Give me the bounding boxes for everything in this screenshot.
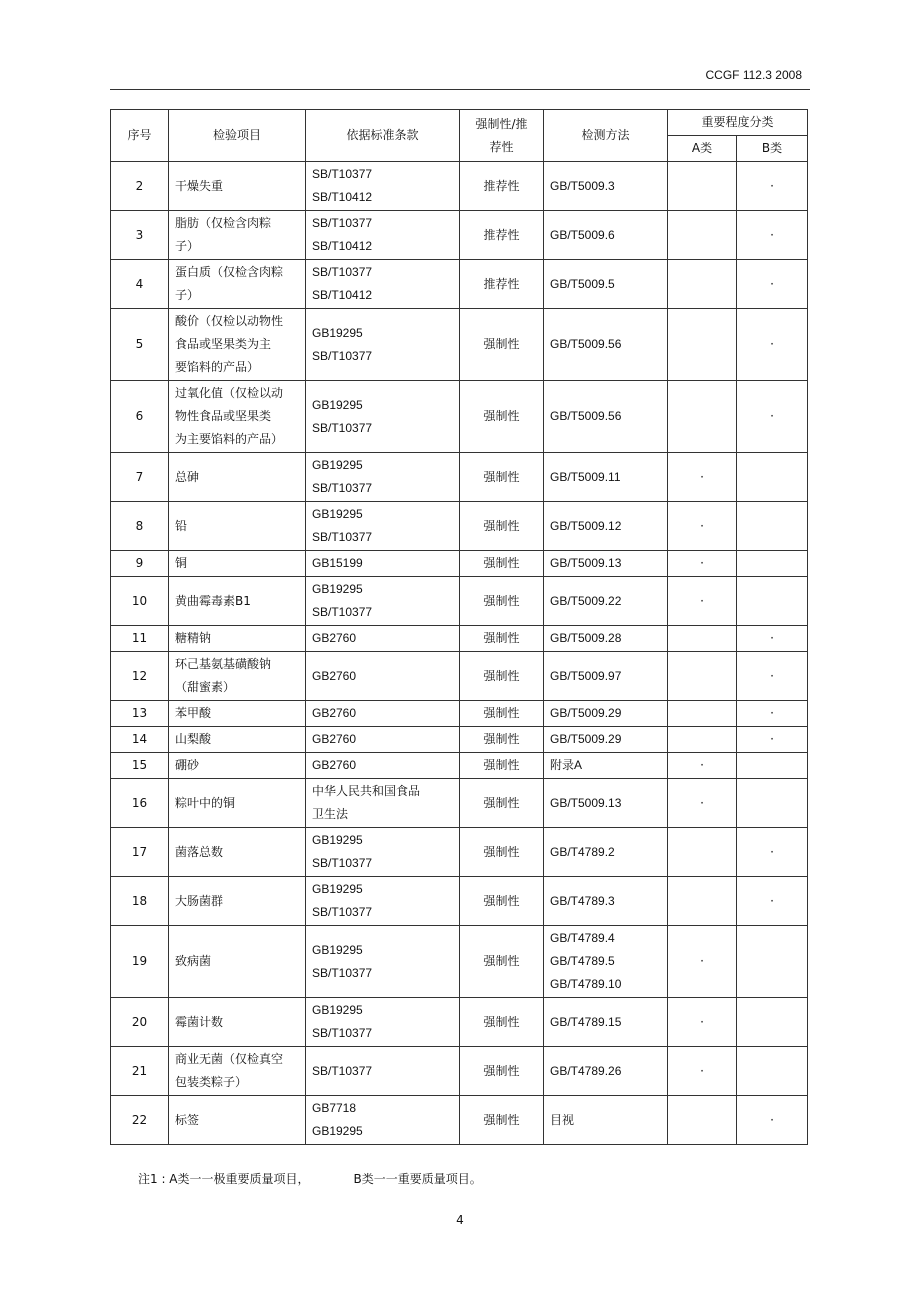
inspection-item-line: 致病菌 bbox=[175, 954, 212, 968]
test-method bbox=[544, 551, 668, 577]
row-number: 7 bbox=[111, 453, 169, 502]
header-class-a: A类 bbox=[668, 136, 737, 162]
test-method bbox=[544, 162, 668, 211]
test-method bbox=[544, 502, 668, 551]
inspection-item-line: 霉菌计数 bbox=[175, 1014, 224, 1029]
inspection-item bbox=[169, 551, 306, 577]
standard-clause-line: GB7718 bbox=[312, 1101, 357, 1115]
row-number: 5 bbox=[111, 309, 169, 381]
class-b-mark bbox=[737, 577, 808, 626]
page-number: 4 bbox=[456, 1213, 464, 1227]
inspection-item bbox=[169, 162, 306, 211]
class-b-mark: · bbox=[737, 260, 808, 309]
mandatory-type: 强制性 bbox=[460, 926, 544, 998]
inspection-item bbox=[169, 626, 306, 652]
test-method-line: GB/T4789.5 bbox=[550, 954, 615, 968]
test-method-line: GB/T5009.12 bbox=[550, 518, 622, 533]
inspection-item-line: 酸价（仅检以动物性 bbox=[175, 314, 284, 328]
standard-clause-line: 卫生法 bbox=[312, 807, 349, 821]
standard-clause bbox=[306, 260, 460, 309]
header-method: 检测方法 bbox=[544, 110, 668, 162]
mandatory-type: 强制性 bbox=[460, 577, 544, 626]
standard-clause bbox=[306, 828, 460, 877]
standard-clause-line: GB2760 bbox=[312, 706, 357, 720]
test-method bbox=[544, 652, 668, 701]
inspection-item-line: 物性食品或坚果类 bbox=[175, 409, 272, 423]
table-row bbox=[111, 626, 808, 652]
class-a-mark bbox=[668, 727, 737, 753]
row-number: 16 bbox=[111, 779, 169, 828]
table-row bbox=[111, 309, 808, 381]
standard-clause bbox=[306, 701, 460, 727]
table-row bbox=[111, 926, 808, 998]
standard-clause bbox=[306, 998, 460, 1047]
class-a-mark: · bbox=[668, 502, 737, 551]
mandatory-type: 强制性 bbox=[460, 998, 544, 1047]
class-b-mark bbox=[737, 998, 808, 1047]
standard-clause bbox=[306, 1096, 460, 1145]
header-standard: 依据标准条款 bbox=[306, 110, 460, 162]
standard-clause bbox=[306, 753, 460, 779]
header-item: 检验项目 bbox=[169, 110, 306, 162]
table-row bbox=[111, 1047, 808, 1096]
test-method bbox=[544, 1096, 668, 1145]
class-b-mark: · bbox=[737, 309, 808, 381]
test-method bbox=[544, 1047, 668, 1096]
row-number: 8 bbox=[111, 502, 169, 551]
row-number: 22 bbox=[111, 1096, 169, 1145]
inspection-item bbox=[169, 577, 306, 626]
test-method bbox=[544, 577, 668, 626]
class-a-mark: · bbox=[668, 753, 737, 779]
standard-clause-line: GB19295 bbox=[312, 507, 363, 521]
table-row bbox=[111, 211, 808, 260]
standard-clause bbox=[306, 162, 460, 211]
inspection-item-line: 子） bbox=[175, 288, 200, 302]
test-method bbox=[544, 877, 668, 926]
test-method bbox=[544, 381, 668, 453]
standard-clause-line: GB19295 bbox=[312, 1003, 363, 1017]
class-a-mark bbox=[668, 626, 737, 652]
inspection-item-line: 铜 bbox=[175, 556, 188, 570]
inspection-item bbox=[169, 926, 306, 998]
table-row bbox=[111, 260, 808, 309]
test-method-line: GB/T5009.13 bbox=[550, 795, 622, 810]
footnote-class-a: 注1 : A类一一极重要质量项目， bbox=[138, 1172, 310, 1186]
standard-clause-line: GB19295 bbox=[312, 1124, 363, 1138]
test-method-line: GB/T4789.4 bbox=[550, 931, 615, 945]
standard-clause bbox=[306, 926, 460, 998]
mandatory-type: 强制性 bbox=[460, 1047, 544, 1096]
class-a-mark bbox=[668, 162, 737, 211]
header-type-line2: 荐性 bbox=[489, 139, 514, 154]
standard-clause-line: SB/T10377 bbox=[312, 348, 373, 363]
table-row bbox=[111, 828, 808, 877]
header-importance: 重要程度分类 bbox=[668, 110, 808, 136]
class-b-mark: · bbox=[737, 381, 808, 453]
table-row bbox=[111, 701, 808, 727]
inspection-item-line: 标签 bbox=[175, 1112, 200, 1127]
inspection-item bbox=[169, 727, 306, 753]
standard-clause bbox=[306, 309, 460, 381]
test-method-line: GB/T5009.13 bbox=[550, 556, 622, 570]
row-number: 21 bbox=[111, 1047, 169, 1096]
table-row bbox=[111, 779, 808, 828]
test-method-line: 目视 bbox=[550, 1112, 575, 1127]
class-a-mark: · bbox=[668, 577, 737, 626]
class-b-mark: · bbox=[737, 162, 808, 211]
header-type bbox=[460, 110, 544, 162]
test-method bbox=[544, 701, 668, 727]
test-method-line: GB/T5009.56 bbox=[550, 337, 622, 351]
row-number: 20 bbox=[111, 998, 169, 1047]
inspection-item bbox=[169, 753, 306, 779]
standard-clause bbox=[306, 453, 460, 502]
test-method-line: GB/T5009.22 bbox=[550, 593, 622, 608]
class-b-mark: · bbox=[737, 701, 808, 727]
standard-clause-line: SB/T10377 bbox=[312, 167, 373, 181]
test-method-line: GB/T5009.29 bbox=[550, 706, 622, 720]
class-a-mark bbox=[668, 260, 737, 309]
class-b-mark bbox=[737, 502, 808, 551]
table-row bbox=[111, 753, 808, 779]
row-number: 18 bbox=[111, 877, 169, 926]
table-row bbox=[111, 502, 808, 551]
row-number: 3 bbox=[111, 211, 169, 260]
test-method bbox=[544, 626, 668, 652]
class-b-mark: · bbox=[737, 727, 808, 753]
standard-clause bbox=[306, 502, 460, 551]
test-method-line: GB/T4789.15 bbox=[550, 1014, 622, 1029]
table-row bbox=[111, 727, 808, 753]
header-divider bbox=[110, 89, 810, 90]
header-type-line1: 强制性/推 bbox=[475, 116, 528, 131]
inspection-item-line: 为主要馅料的产品） bbox=[175, 432, 284, 446]
standard-clause-line: SB/T10377 bbox=[312, 1063, 373, 1078]
standard-clause-line: SB/T10377 bbox=[312, 530, 373, 544]
table-row bbox=[111, 998, 808, 1047]
inspection-item bbox=[169, 828, 306, 877]
class-a-mark: · bbox=[668, 779, 737, 828]
mandatory-type: 推荐性 bbox=[460, 211, 544, 260]
mandatory-type: 推荐性 bbox=[460, 260, 544, 309]
test-method bbox=[544, 453, 668, 502]
class-b-mark: · bbox=[737, 877, 808, 926]
mandatory-type: 强制性 bbox=[460, 551, 544, 577]
test-method-line: GB/T4789.3 bbox=[550, 893, 615, 908]
inspection-item-line: 苯甲酸 bbox=[175, 706, 212, 720]
class-b-mark bbox=[737, 779, 808, 828]
inspection-item bbox=[169, 502, 306, 551]
inspection-item-line: 总砷 bbox=[175, 469, 200, 484]
test-method-line: GB/T5009.5 bbox=[550, 276, 615, 291]
standard-clause-line: SB/T10377 bbox=[312, 905, 373, 919]
header-no: 序号 bbox=[111, 110, 169, 162]
mandatory-type: 强制性 bbox=[460, 453, 544, 502]
standard-clause bbox=[306, 626, 460, 652]
table-row bbox=[111, 381, 808, 453]
mandatory-type: 强制性 bbox=[460, 779, 544, 828]
class-a-mark bbox=[668, 828, 737, 877]
class-a-mark bbox=[668, 701, 737, 727]
standard-clause-line: SB/T10377 bbox=[312, 965, 373, 980]
inspection-item-line: 干燥失重 bbox=[175, 178, 224, 193]
standard-clause-line: SB/T10377 bbox=[312, 481, 373, 495]
test-method-line: GB/T5009.97 bbox=[550, 668, 622, 683]
standard-clause bbox=[306, 727, 460, 753]
inspection-item-line: 环己基氨基磺酸钠 bbox=[175, 657, 272, 671]
standard-clause-line: GB19295 bbox=[312, 458, 363, 472]
class-b-mark bbox=[737, 753, 808, 779]
row-number: 11 bbox=[111, 626, 169, 652]
test-method bbox=[544, 779, 668, 828]
standard-clause-line: GB15199 bbox=[312, 556, 363, 570]
standard-clause bbox=[306, 211, 460, 260]
table-body bbox=[111, 162, 808, 1145]
class-a-mark: · bbox=[668, 551, 737, 577]
inspection-item-line: 包装类粽子） bbox=[175, 1075, 248, 1089]
class-a-mark: · bbox=[668, 1047, 737, 1096]
table-row bbox=[111, 162, 808, 211]
inspection-item bbox=[169, 453, 306, 502]
inspection-item bbox=[169, 381, 306, 453]
standard-clause-line: 中华人民共和国食品 bbox=[312, 784, 421, 798]
mandatory-type: 强制性 bbox=[460, 701, 544, 727]
inspection-item-line: 黄曲霉毒素B1 bbox=[175, 593, 251, 608]
test-method-line: GB/T5009.6 bbox=[550, 227, 615, 242]
test-method-line: GB/T5009.28 bbox=[550, 631, 622, 645]
inspection-item-line: 铅 bbox=[175, 518, 188, 533]
inspection-item-line: 要馅料的产品） bbox=[175, 360, 260, 374]
row-number: 9 bbox=[111, 551, 169, 577]
mandatory-type: 强制性 bbox=[460, 626, 544, 652]
standard-clause bbox=[306, 877, 460, 926]
test-method bbox=[544, 260, 668, 309]
standard-clause-line: GB19295 bbox=[312, 882, 363, 896]
standard-clause-line: SB/T10377 bbox=[312, 265, 373, 279]
standard-clause-line: GB19295 bbox=[312, 582, 363, 596]
standard-clause-line: GB2760 bbox=[312, 732, 357, 746]
row-number: 10 bbox=[111, 577, 169, 626]
class-b-mark bbox=[737, 551, 808, 577]
table-row bbox=[111, 551, 808, 577]
inspection-item-line: 山梨酸 bbox=[175, 732, 212, 746]
standard-clause-line: SB/T10377 bbox=[312, 856, 373, 870]
inspection-items-table bbox=[110, 109, 808, 1145]
inspection-item-line: 蛋白质（仅检含肉粽 bbox=[175, 265, 284, 279]
class-b-mark bbox=[737, 453, 808, 502]
inspection-item bbox=[169, 701, 306, 727]
document-code: CCGF 112.3 2008 bbox=[705, 68, 802, 82]
row-number: 14 bbox=[111, 727, 169, 753]
inspection-item-line: 硼砂 bbox=[175, 758, 200, 772]
inspection-item bbox=[169, 260, 306, 309]
inspection-item bbox=[169, 1096, 306, 1145]
test-method-line: GB/T5009.56 bbox=[550, 409, 622, 423]
mandatory-type: 强制性 bbox=[460, 381, 544, 453]
inspection-item bbox=[169, 309, 306, 381]
test-method-line: GB/T4789.10 bbox=[550, 977, 622, 991]
class-b-mark: · bbox=[737, 828, 808, 877]
test-method bbox=[544, 727, 668, 753]
class-b-mark bbox=[737, 926, 808, 998]
inspection-item bbox=[169, 211, 306, 260]
class-a-mark: · bbox=[668, 998, 737, 1047]
row-number: 17 bbox=[111, 828, 169, 877]
inspection-item-line: 糖精钠 bbox=[175, 631, 212, 645]
test-method-line: GB/T4789.2 bbox=[550, 844, 615, 859]
class-b-mark: · bbox=[737, 652, 808, 701]
inspection-item bbox=[169, 652, 306, 701]
inspection-item bbox=[169, 1047, 306, 1096]
class-a-mark bbox=[668, 309, 737, 381]
standard-clause-line: GB2760 bbox=[312, 631, 357, 645]
standard-clause-line: GB19295 bbox=[312, 942, 363, 957]
class-b-mark: · bbox=[737, 211, 808, 260]
inspection-item-line: 脂肪（仅检含肉粽 bbox=[175, 216, 272, 230]
standard-clause-line: SB/T10377 bbox=[312, 420, 373, 435]
test-method bbox=[544, 753, 668, 779]
class-a-mark: · bbox=[668, 453, 737, 502]
mandatory-type: 强制性 bbox=[460, 877, 544, 926]
mandatory-type: 强制性 bbox=[460, 753, 544, 779]
standard-clause bbox=[306, 381, 460, 453]
mandatory-type: 强制性 bbox=[460, 828, 544, 877]
row-number: 13 bbox=[111, 701, 169, 727]
standard-clause bbox=[306, 551, 460, 577]
class-b-mark bbox=[737, 1047, 808, 1096]
standard-clause-line: SB/T10412 bbox=[312, 288, 373, 302]
class-a-mark bbox=[668, 381, 737, 453]
class-b-mark: · bbox=[737, 1096, 808, 1145]
table-row bbox=[111, 1096, 808, 1145]
standard-clause-line: GB2760 bbox=[312, 668, 357, 683]
row-number: 4 bbox=[111, 260, 169, 309]
row-number: 12 bbox=[111, 652, 169, 701]
table-row bbox=[111, 877, 808, 926]
test-method-line: GB/T5009.29 bbox=[550, 732, 622, 746]
row-number: 15 bbox=[111, 753, 169, 779]
header-class-b: B类 bbox=[737, 136, 808, 162]
table-row bbox=[111, 652, 808, 701]
standard-clause-line: GB19295 bbox=[312, 833, 363, 847]
row-number: 6 bbox=[111, 381, 169, 453]
class-a-mark bbox=[668, 1096, 737, 1145]
table-row bbox=[111, 577, 808, 626]
test-method bbox=[544, 998, 668, 1047]
class-a-mark bbox=[668, 877, 737, 926]
standard-clause-line: SB/T10377 bbox=[312, 1026, 373, 1040]
test-method-line: GB/T5009.3 bbox=[550, 178, 615, 193]
inspection-item-line: （甜蜜素） bbox=[175, 680, 236, 694]
test-method bbox=[544, 309, 668, 381]
test-method-line: 附录A bbox=[550, 758, 583, 772]
standard-clause-line: GB19295 bbox=[312, 325, 363, 340]
mandatory-type: 强制性 bbox=[460, 1096, 544, 1145]
inspection-item bbox=[169, 998, 306, 1047]
mandatory-type: 强制性 bbox=[460, 309, 544, 381]
standard-clause-line: SB/T10412 bbox=[312, 239, 373, 253]
mandatory-type: 强制性 bbox=[460, 652, 544, 701]
mandatory-type: 推荐性 bbox=[460, 162, 544, 211]
test-method bbox=[544, 926, 668, 998]
standard-clause-line: GB19295 bbox=[312, 397, 363, 412]
test-method bbox=[544, 211, 668, 260]
inspection-item-line: 大肠菌群 bbox=[175, 893, 224, 908]
standard-clause-line: SB/T10377 bbox=[312, 216, 373, 230]
standard-clause bbox=[306, 1047, 460, 1096]
row-number: 2 bbox=[111, 162, 169, 211]
inspection-item-line: 子） bbox=[175, 239, 200, 253]
standard-clause bbox=[306, 652, 460, 701]
test-method bbox=[544, 828, 668, 877]
mandatory-type: 强制性 bbox=[460, 502, 544, 551]
table-row bbox=[111, 453, 808, 502]
standard-clause bbox=[306, 577, 460, 626]
footnote bbox=[138, 1170, 482, 1187]
inspection-item-line: 食品或坚果类为主 bbox=[175, 337, 272, 351]
inspection-item-line: 商业无菌（仅检真空 bbox=[175, 1052, 284, 1066]
test-method-line: GB/T4789.26 bbox=[550, 1063, 622, 1078]
standard-clause bbox=[306, 779, 460, 828]
standard-clause-line: SB/T10412 bbox=[312, 190, 373, 204]
mandatory-type: 强制性 bbox=[460, 727, 544, 753]
inspection-item-line: 菌落总数 bbox=[175, 844, 224, 859]
class-a-mark bbox=[668, 652, 737, 701]
class-a-mark: · bbox=[668, 926, 737, 998]
inspection-item bbox=[169, 779, 306, 828]
class-a-mark bbox=[668, 211, 737, 260]
footnote-class-b: B类一一重要质量项目。 bbox=[353, 1172, 482, 1186]
inspection-item-line: 过氧化值（仅检以动 bbox=[175, 386, 284, 400]
standard-clause-line: GB2760 bbox=[312, 758, 357, 772]
inspection-item-line: 粽叶中的铜 bbox=[175, 795, 236, 810]
class-b-mark: · bbox=[737, 626, 808, 652]
test-method-line: GB/T5009.11 bbox=[550, 469, 621, 484]
row-number: 19 bbox=[111, 926, 169, 998]
standard-clause-line: SB/T10377 bbox=[312, 605, 373, 619]
inspection-item bbox=[169, 877, 306, 926]
